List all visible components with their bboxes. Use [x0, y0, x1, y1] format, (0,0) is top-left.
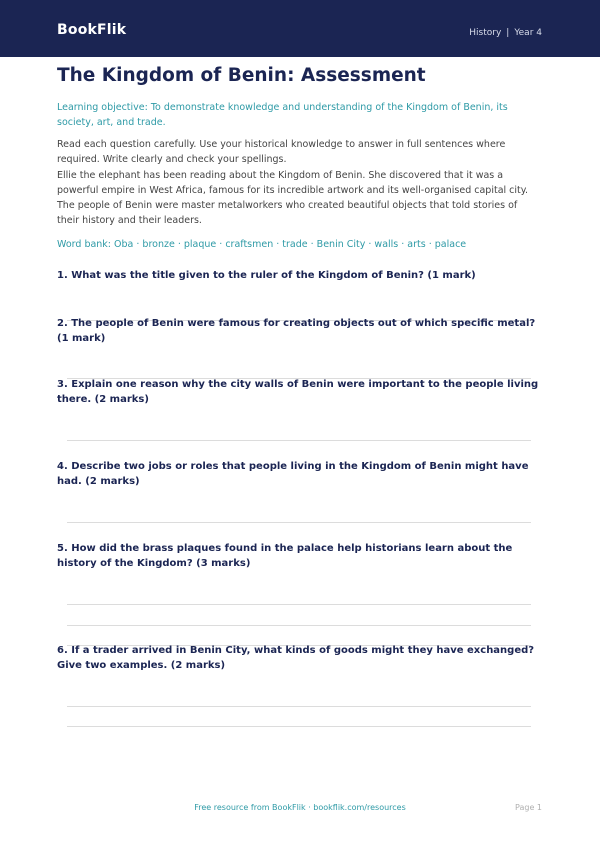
answer-line[interactable]: [67, 440, 531, 441]
page-header: [0, 0, 600, 57]
page-number: Page 1: [515, 803, 542, 812]
year-label: Year 4: [514, 28, 542, 38]
subject-year: [469, 28, 542, 38]
answer-line[interactable]: [67, 706, 531, 707]
instructions-text: Read each question carefully. Use your historical knowledge to answer in full sentences where required. Write clearly and check your spellings.: [57, 139, 506, 165]
meta-separator: |: [506, 28, 510, 38]
answer-line[interactable]: [67, 625, 531, 626]
intro-text: Ellie the elephant has been reading about the Kingdom of Benin. She discovered that it was a powerful empire in West Africa, famous for its incredible artwork and its well-organised capital city. The people of Benin were master metalworkers who created beautiful objects that told stories of their history and their leaders.: [57, 170, 529, 226]
question-2: 2. The people of Benin were famous for creating objects out of which specific metal? (1 mark): [57, 318, 536, 344]
subject-label: History: [469, 28, 502, 38]
answer-line[interactable]: [67, 726, 531, 727]
learning-objective: Learning objective: To demonstrate knowledge and understanding of the Kingdom of Benin, its society, art, and trade.: [57, 102, 508, 128]
page-title: The Kingdom of Benin: Assessment: [57, 65, 426, 86]
word-bank: Word bank: Oba · bronze · plaque · craftsmen · trade · Benin City · walls · arts · palace: [57, 239, 467, 250]
answer-line[interactable]: [67, 522, 531, 523]
question-5: 5. How did the brass plaques found in the palace help historians learn about the history of the Kingdom? (3 marks): [57, 543, 513, 569]
brand-logo[interactable]: BookFlik: [57, 22, 127, 38]
question-4: 4. Describe two jobs or roles that people living in the Kingdom of Benin might have had. (2 marks): [57, 461, 529, 487]
question-6: 6. If a trader arrived in Benin City, what kinds of goods might they have exchanged? Give two examples. (2 marks): [57, 645, 535, 671]
question-1: 1. What was the title given to the ruler of the Kingdom of Benin? (1 mark): [57, 270, 476, 281]
answer-line[interactable]: [67, 604, 531, 605]
question-3: 3. Explain one reason why the city walls of Benin were important to the people living there. (2 marks): [57, 379, 539, 405]
footer-credit[interactable]: Free resource from BookFlik · bookflik.com/resources: [194, 803, 406, 812]
